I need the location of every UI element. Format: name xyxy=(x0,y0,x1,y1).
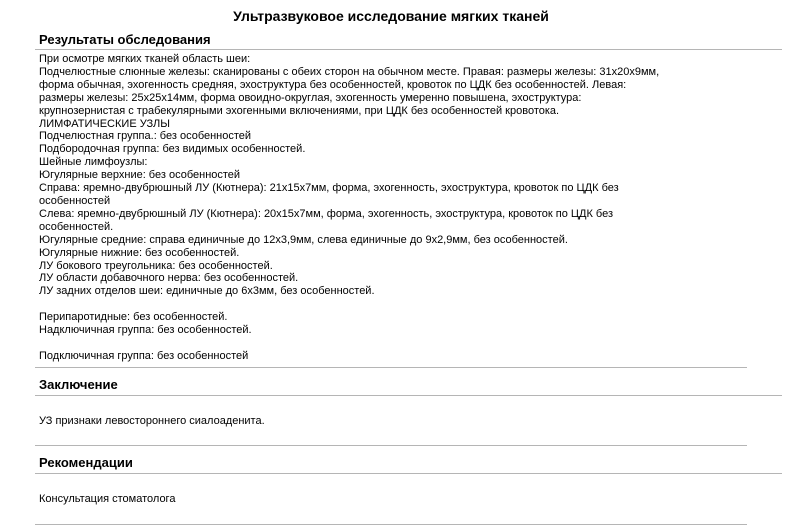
results-line xyxy=(39,298,747,311)
results-line: Надключичная группа: без особенностей. xyxy=(39,324,252,337)
results-line: Подключичная группа: без особенностей xyxy=(39,349,249,362)
recommendations-text: Консультация стоматолога xyxy=(39,493,176,506)
conclusion-section-header: Заключение xyxy=(35,368,782,396)
results-line: Подчелюстная группа.: без особенностей xyxy=(39,130,252,143)
results-line: Югулярные средние: справа единичные до 12х3,9мм, слева единичные до 9х2,9мм, без особенностей. xyxy=(39,233,568,246)
conclusion-section-body xyxy=(35,396,747,447)
results-line: Югулярные нижние: без особенностей. xyxy=(39,246,240,259)
recommendations-section-header: Рекомендации xyxy=(35,446,782,474)
conclusion-text: УЗ признаки левостороннего сиалоаденита. xyxy=(39,414,265,427)
results-line: Подбородочная группа: без видимых особенностей. xyxy=(39,143,306,156)
results-line: особенностей xyxy=(39,194,111,207)
report-document xyxy=(35,0,782,525)
results-line: При осмотре мягких тканей область шеи: xyxy=(39,53,251,65)
results-line: размеры железы: 25х25х14мм, форма овоидно-округлая, эхогенность умеренно повышена, эхоструктура: xyxy=(39,91,582,104)
results-line: Подчелюстные слюнные железы: сканированы с обеих сторон на обычном месте. Правая: размеры железы: 31х20х9мм, xyxy=(39,65,660,78)
results-line: особенностей. xyxy=(39,220,114,233)
results-line: ЛУ области добавочного нерва: без особенностей. xyxy=(39,272,299,285)
results-line: Справа: яремно-двубрюшный ЛУ (Кютнера): 21х15х7мм, форма, эхогенность, эхоструктура, кровоток по ЦДК без xyxy=(39,182,619,195)
results-line: ЛУ бокового треугольника: без особенностей. xyxy=(39,259,273,272)
results-line: крупнозернистая с трабекулярными эхогенными включениями, при ЦДК без особенностей кровотока. xyxy=(39,104,560,117)
recommendations-section-body xyxy=(35,474,747,525)
results-line: Слева: яремно-двубрюшный ЛУ (Кютнера): 20х15х7мм, форма, эхогенность, эхоструктура, кровоток по ЦДК без xyxy=(39,207,614,220)
results-section-header: Результаты обследования xyxy=(35,24,782,50)
results-line: Перипаротидные: без особенностей. xyxy=(39,311,228,324)
report-title: Ультразвуковое исследование мягких тканей xyxy=(233,8,549,24)
results-line: ЛИМФАТИЧЕСКИЕ УЗЛЫ xyxy=(39,117,170,130)
results-line: ЛУ задних отделов шеи: единичные до 6х3мм, без особенностей. xyxy=(39,285,375,298)
results-section-body xyxy=(35,50,747,368)
results-line: Югулярные верхние: без особенностей xyxy=(39,169,241,182)
results-line xyxy=(39,337,747,350)
results-line: форма обычная, эхогенность средняя, эхоструктура без особенностей, кровоток по ЦДК без особенностей. Левая: xyxy=(39,78,627,91)
results-line: Шейные лимфоузлы: xyxy=(39,156,148,169)
